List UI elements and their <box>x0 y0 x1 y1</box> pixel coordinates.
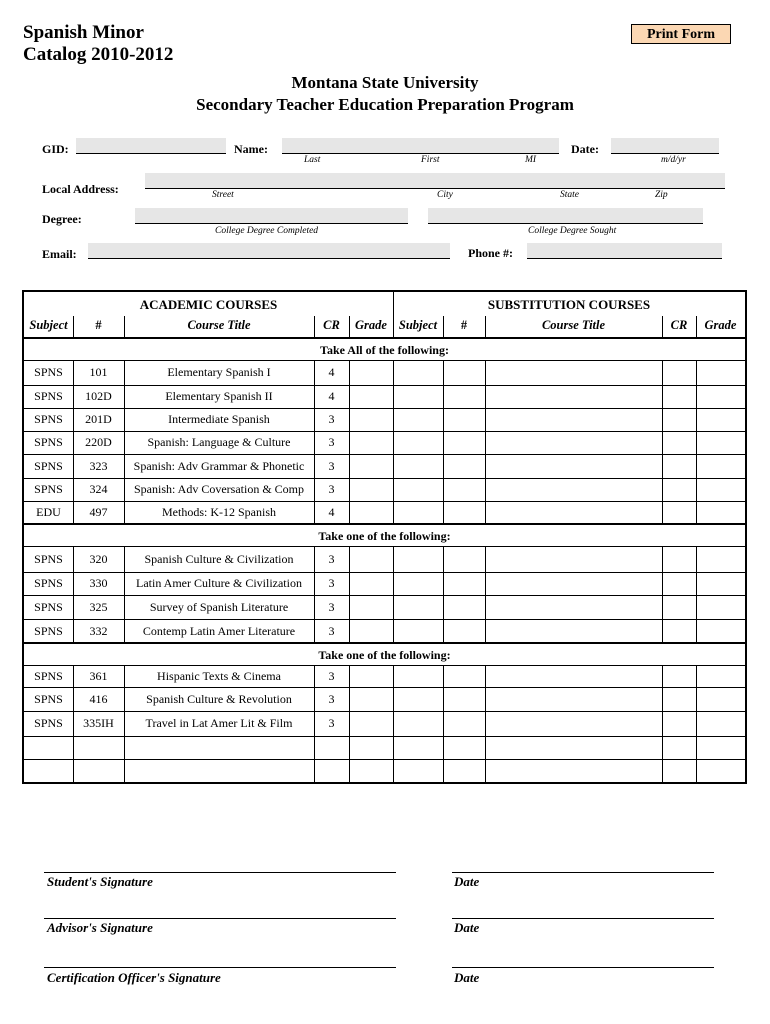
cell-divider <box>393 478 394 501</box>
col-header-sub-number: # <box>460 318 468 332</box>
table-cell: SPNS <box>34 389 63 403</box>
cell-divider <box>124 736 125 759</box>
row-line <box>24 759 745 760</box>
cell-divider <box>73 736 74 759</box>
cell-divider <box>485 454 486 478</box>
table-cell: 3 <box>328 691 335 706</box>
cell-divider <box>696 687 697 711</box>
cell-divider <box>443 431 444 454</box>
col-header-divider <box>696 316 697 338</box>
cell-divider <box>485 619 486 643</box>
cell-divider <box>349 431 350 454</box>
col-header-number: # <box>95 318 102 332</box>
hint-first: First <box>421 155 440 165</box>
substitution-courses-title: SUBSTITUTION COURSES <box>487 297 651 312</box>
address-label: Local Address: <box>42 182 119 196</box>
advisor-date-label: Date <box>454 920 480 935</box>
table-cell: SPNS <box>34 412 63 426</box>
table-cell: 320 <box>89 551 108 566</box>
cell-divider <box>393 385 394 408</box>
cell-divider <box>443 736 444 759</box>
table-cell: SPNS <box>34 365 63 379</box>
row-line <box>24 619 745 620</box>
table-cell: EDU <box>36 505 61 519</box>
cell-divider <box>696 408 697 431</box>
row-line <box>24 478 745 479</box>
table-cell: 3 <box>328 576 335 590</box>
header-separator <box>24 337 745 339</box>
cell-divider <box>393 546 394 572</box>
col-header-subject: Subject <box>29 318 68 332</box>
table-cell: 3 <box>328 482 335 496</box>
cell-divider <box>485 595 486 619</box>
cell-divider <box>443 478 444 501</box>
row-line <box>24 408 745 409</box>
cell-divider <box>485 546 486 572</box>
cell-divider <box>696 711 697 736</box>
cell-divider <box>443 360 444 385</box>
hint-degree-completed: College Degree Completed <box>215 226 319 236</box>
cell-divider <box>696 572 697 595</box>
row-line <box>24 385 745 386</box>
table-cell: Elementary Spanish II <box>165 389 273 403</box>
table-cell: 330 <box>89 576 108 590</box>
cell-divider <box>443 665 444 687</box>
col-header-divider <box>73 316 74 338</box>
cell-divider <box>662 665 663 687</box>
cell-divider <box>696 431 697 454</box>
row-line <box>24 454 745 455</box>
gid-label: GID: <box>42 142 69 156</box>
cell-divider <box>696 665 697 687</box>
degree-completed-field[interactable] <box>135 208 408 224</box>
table-cell: SPNS <box>34 576 63 590</box>
cell-divider <box>393 759 394 782</box>
table-cell: SPNS <box>34 551 63 566</box>
table-cell: 102D <box>85 389 112 403</box>
row-line <box>24 431 745 432</box>
table-cell: 416 <box>89 691 108 706</box>
table-cell: SPNS <box>34 482 63 496</box>
cell-divider <box>443 687 444 711</box>
cell-divider <box>662 501 663 524</box>
table-cell: 497 <box>89 505 108 519</box>
section-heading-bottom-line <box>24 665 745 666</box>
row-line <box>24 595 745 596</box>
col-header-divider <box>393 316 394 338</box>
student-date-label: Date <box>454 874 480 889</box>
form-title: Spanish Minor <box>23 22 144 43</box>
table-cell: SPNS <box>34 623 63 638</box>
cell-divider <box>662 360 663 385</box>
col-header-cr: CR <box>323 318 340 332</box>
table-cell: 201D <box>85 412 112 426</box>
table-cell: Hispanic Texts & Cinema <box>157 668 281 683</box>
cell-divider <box>443 546 444 572</box>
cell-divider <box>696 478 697 501</box>
cell-divider <box>443 385 444 408</box>
table-cell: 3 <box>328 435 335 449</box>
table-cell: Spanish: Language & Culture <box>147 435 291 449</box>
cell-divider <box>696 546 697 572</box>
table-cell: 4 <box>328 365 335 379</box>
col-header-divider <box>485 316 486 338</box>
table-cell: 220D <box>85 435 112 449</box>
col-header-divider <box>124 316 125 338</box>
table-cell: Spanish Culture & Revolution <box>146 691 292 706</box>
table-cell: 3 <box>328 412 335 426</box>
col-header-course-title: Course Title <box>187 318 251 332</box>
cell-divider <box>349 665 350 687</box>
table-cell: 332 <box>89 623 108 638</box>
degree-label: Degree: <box>42 212 82 226</box>
table-cell: 3 <box>328 716 335 730</box>
university-title: Montana State University <box>291 73 479 92</box>
hint-last: Last <box>304 155 321 165</box>
cell-divider <box>349 408 350 431</box>
cell-divider <box>485 385 486 408</box>
table-cell: 323 <box>89 458 108 473</box>
cell-divider <box>393 665 394 687</box>
table-cell: Spanish Culture & Civilization <box>144 551 294 566</box>
cell-divider <box>393 572 394 595</box>
table-cell: 101 <box>89 365 108 379</box>
table-cell: Elementary Spanish I <box>167 365 271 379</box>
cell-divider <box>393 360 394 385</box>
cell-divider <box>662 687 663 711</box>
cell-divider <box>485 408 486 431</box>
cell-divider <box>696 385 697 408</box>
section-heading-bottom-line <box>24 360 745 361</box>
cell-divider <box>349 759 350 782</box>
cell-divider <box>696 454 697 478</box>
cell-divider <box>393 619 394 643</box>
row-line <box>24 736 745 737</box>
cell-divider <box>662 478 663 501</box>
print-form-button[interactable]: Print Form <box>631 24 731 44</box>
cell-divider <box>393 431 394 454</box>
address-field[interactable] <box>145 173 725 189</box>
table-cell: Survey of Spanish Literature <box>149 599 289 614</box>
cell-divider <box>485 759 486 782</box>
course-table <box>22 290 747 784</box>
row-line <box>24 687 745 688</box>
hint-degree-sought: College Degree Sought <box>528 226 617 236</box>
table-cell: 325 <box>89 599 108 614</box>
table-cell: 3 <box>328 623 335 638</box>
hint-mi: MI <box>525 155 537 165</box>
table-cell: 335IH <box>83 716 114 730</box>
cell-divider <box>662 619 663 643</box>
cell-divider <box>662 759 663 782</box>
section-heading: Take one of the following: <box>318 529 451 543</box>
academic-courses-title: ACADEMIC COURSES <box>139 297 278 312</box>
cell-divider <box>662 454 663 478</box>
table-cell: 3 <box>328 599 335 614</box>
cell-divider <box>443 501 444 524</box>
col-header-divider <box>314 316 315 338</box>
cell-divider <box>393 736 394 759</box>
col-header-divider <box>662 316 663 338</box>
date-label: Date: <box>571 142 599 156</box>
cell-divider <box>662 408 663 431</box>
cell-divider <box>696 501 697 524</box>
catalog-label: Catalog 2010-2012 <box>23 44 174 65</box>
cell-divider <box>349 385 350 408</box>
cell-divider <box>349 501 350 524</box>
cell-divider <box>443 454 444 478</box>
hint-zip: Zip <box>655 190 668 200</box>
name-label: Name: <box>234 142 268 156</box>
table-cell: SPNS <box>34 716 63 730</box>
cell-divider <box>485 687 486 711</box>
degree-sought-field[interactable] <box>428 208 703 224</box>
hint-date-format: m/d/yr <box>661 155 686 165</box>
col-header-sub-grade: Grade <box>704 318 737 332</box>
cell-divider <box>662 572 663 595</box>
cell-divider <box>349 546 350 572</box>
cell-divider <box>349 360 350 385</box>
col-header-sub-subject: Subject <box>398 318 438 332</box>
col-header-divider <box>349 316 350 338</box>
cell-divider <box>349 711 350 736</box>
col-header-sub-cr: CR <box>670 318 688 332</box>
cell-divider <box>662 711 663 736</box>
table-cell: 3 <box>328 551 335 566</box>
cell-divider <box>349 619 350 643</box>
cell-divider <box>662 431 663 454</box>
cell-divider <box>349 687 350 711</box>
row-line <box>24 501 745 502</box>
table-cell: 4 <box>328 389 335 403</box>
row-line <box>24 711 745 712</box>
gid-field[interactable] <box>76 138 226 154</box>
table-cell: 3 <box>328 458 335 473</box>
cell-divider <box>485 501 486 524</box>
table-cell: Spanish: Adv Coversation & Comp <box>133 482 304 496</box>
table-cell: 324 <box>89 482 108 496</box>
hint-street: Street <box>212 190 234 200</box>
section-separator <box>24 523 745 525</box>
hint-city: City <box>437 190 453 200</box>
table-cell: SPNS <box>34 458 63 473</box>
email-field[interactable] <box>88 243 450 259</box>
table-cell: SPNS <box>34 599 63 614</box>
cell-divider <box>485 478 486 501</box>
col-header-sub-course-title: Course Title <box>541 318 606 332</box>
section-heading-bottom-line <box>24 546 745 547</box>
student-signature-label: Student's Signature <box>47 874 153 889</box>
officer-date-label: Date <box>454 970 480 985</box>
table-cell: SPNS <box>34 668 63 683</box>
cell-divider <box>485 360 486 385</box>
table-cell: Methods: K-12 Spanish <box>162 505 276 519</box>
name-field[interactable] <box>282 138 559 154</box>
phone-field[interactable] <box>527 243 722 259</box>
cell-divider <box>485 736 486 759</box>
table-cell: Intermediate Spanish <box>168 412 270 426</box>
section-heading: Take All of the following: <box>320 343 449 357</box>
hint-state: State <box>560 190 579 200</box>
cell-divider <box>662 736 663 759</box>
cell-divider <box>443 619 444 643</box>
cell-divider <box>443 711 444 736</box>
cell-divider <box>696 619 697 643</box>
cell-divider <box>393 454 394 478</box>
cell-divider <box>73 759 74 782</box>
cell-divider <box>349 478 350 501</box>
cell-divider <box>485 431 486 454</box>
cell-divider <box>696 595 697 619</box>
phone-label: Phone #: <box>468 246 513 260</box>
cell-divider <box>485 711 486 736</box>
table-cell: Travel in Lat Amer Lit & Film <box>145 716 293 730</box>
col-header-divider <box>443 316 444 338</box>
cell-divider <box>696 759 697 782</box>
table-cell: SPNS <box>34 691 63 706</box>
cell-divider <box>349 595 350 619</box>
email-label: Email: <box>42 247 77 261</box>
cell-divider <box>662 595 663 619</box>
cell-divider <box>485 572 486 595</box>
cell-divider <box>443 595 444 619</box>
cell-divider <box>349 454 350 478</box>
section-heading: Take one of the following: <box>318 648 451 662</box>
cell-divider <box>393 408 394 431</box>
table-cell: 3 <box>328 668 335 683</box>
cell-divider <box>393 501 394 524</box>
cell-divider <box>443 759 444 782</box>
table-cell: Spanish: Adv Grammar & Phonetic <box>133 458 305 473</box>
cell-divider <box>393 711 394 736</box>
cell-divider <box>696 736 697 759</box>
cell-divider <box>393 687 394 711</box>
program-title: Secondary Teacher Education Preparation Program <box>196 95 574 114</box>
cell-divider <box>443 408 444 431</box>
cell-divider <box>314 759 315 782</box>
table-cell: Contemp Latin Amer Literature <box>142 623 296 638</box>
cell-divider <box>443 572 444 595</box>
cell-divider <box>349 736 350 759</box>
cell-divider <box>485 665 486 687</box>
cell-divider <box>393 595 394 619</box>
advisor-signature-label: Advisor's Signature <box>47 920 153 935</box>
cell-divider <box>124 759 125 782</box>
cell-divider <box>314 736 315 759</box>
cell-divider <box>662 385 663 408</box>
officer-signature-label: Certification Officer's Signature <box>47 970 221 985</box>
table-cell: 361 <box>89 668 108 683</box>
section-separator <box>24 642 745 644</box>
date-field[interactable] <box>611 138 719 154</box>
table-cell: 4 <box>328 505 335 519</box>
cell-divider <box>662 546 663 572</box>
table-cell: SPNS <box>34 435 63 449</box>
table-cell: Latin Amer Culture & Civilization <box>136 576 302 590</box>
col-header-grade: Grade <box>355 318 387 332</box>
row-line <box>24 572 745 573</box>
cell-divider <box>696 360 697 385</box>
cell-divider <box>349 572 350 595</box>
